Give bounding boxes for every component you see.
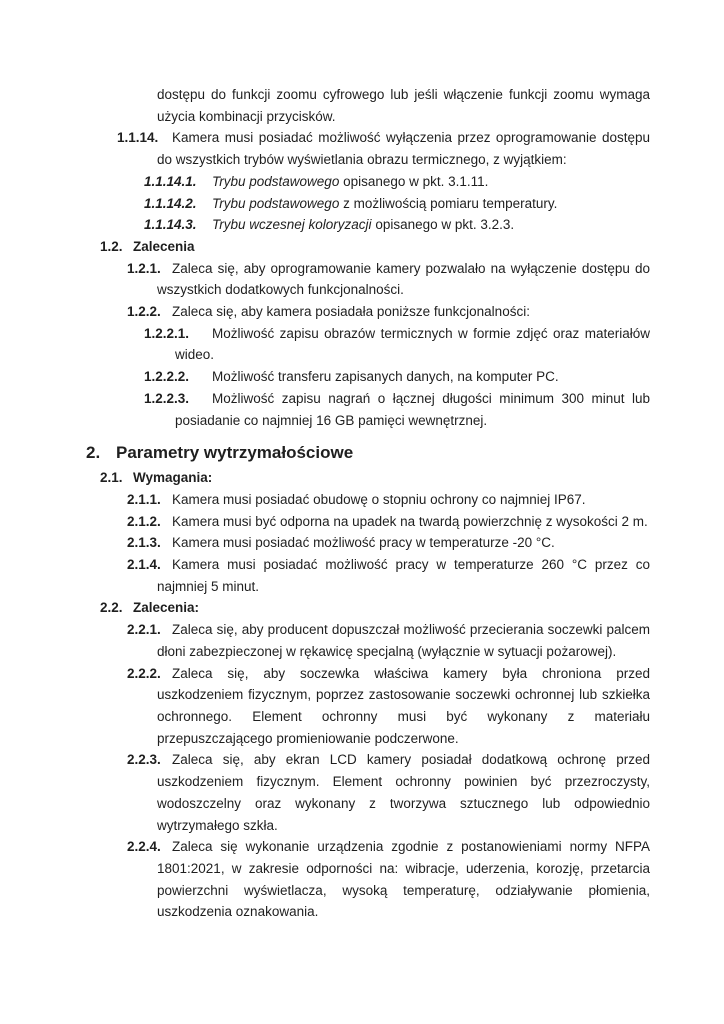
list-item-1-2-2-1 <box>144 323 650 366</box>
item-text: Zaleca się, aby ekran LCD kamery posiadał dodatkową ochronę przed uszkodzeniem fizycznym. Element ochronny powinien być przezroczysty, wodoszczelny oraz wykonany z tworzywa sztucznego lub odpowiednio wytrzymałego szkła. <box>157 752 650 833</box>
item-text: Możliwość zapisu nagrań o łącznej długości minimum 300 minut lub posiadanie co najmniej 16 GB pamięci wewnętrznej. <box>175 390 650 428</box>
item-number: 1.1.14.2. <box>144 195 197 211</box>
item-text: Kamera musi posiadać obudowę o stopniu ochrony co najmniej IP67. <box>172 491 586 507</box>
list-item-2-2-3 <box>127 749 650 836</box>
item-number: 1.2.2.1. <box>144 325 190 341</box>
item-text-italic: Trybu podstawowego <box>212 173 340 189</box>
item-text: Kamera musi posiadać możliwość pracy w temperaturze 260 °C przez co najmniej 5 minut. <box>157 557 650 594</box>
item-number: 1.1.14.1. <box>144 173 197 189</box>
item-text: Zaleca się, aby oprogramowanie kamery pozwalało na wyłączenie dostępu do wszystkich dodatkowych funkcjonalności. <box>157 260 650 298</box>
list-item-2-2-1 <box>127 619 650 662</box>
item-number: 1.2.2. <box>127 304 161 320</box>
list-item-2-1-3 <box>127 532 650 554</box>
subsection-heading-1-2 <box>100 236 650 258</box>
subsection-heading-2-1 <box>100 467 650 489</box>
list-item-2-1-4 <box>127 554 650 597</box>
list-item-1-1-14-2 <box>144 193 650 215</box>
heading-number: 2.2. <box>100 600 123 616</box>
item-number: 1.1.14. <box>117 130 159 146</box>
item-text: Możliwość zapisu obrazów termicznych w formie zdjęć oraz materiałów wideo. <box>175 325 650 363</box>
item-text: Zaleca się, aby soczewka właściwa kamery była chroniona przed uszkodzeniem fizycznym, poprzez zastosowanie soczewki ochronnej lub szkiełka ochronnego. Element ochronny musi być wykonany z materiału przepuszczającego promieniowanie podczerwone. <box>157 665 650 746</box>
item-text-italic: Trybu wczesnej koloryzacji <box>212 217 372 233</box>
list-item-1-2-1 <box>127 258 650 301</box>
list-item-2-2-4 <box>127 836 650 923</box>
heading-number: 2.1. <box>100 470 123 486</box>
heading-label: Zalecenia: <box>133 600 200 616</box>
item-number: 2.1.3. <box>127 535 161 551</box>
heading-label: Zalecenia <box>133 238 195 254</box>
item-number: 1.2.2.3. <box>144 390 190 406</box>
item-text: z możliwością pomiaru temperatury. <box>339 195 558 211</box>
list-item-1-1-14-1 <box>144 171 650 193</box>
item-number: 2.1.1. <box>127 491 161 507</box>
list-item-2-2-2 <box>127 663 650 750</box>
section-heading-2 <box>86 441 650 465</box>
item-number: 2.1.4. <box>127 557 161 573</box>
list-item-2-1-2 <box>127 511 650 533</box>
item-number: 1.2.2.2. <box>144 369 190 385</box>
item-text: Możliwość transferu zapisanych danych, na komputer PC. <box>212 369 559 385</box>
list-item-1-2-2 <box>127 301 650 323</box>
subsection-heading-2-2 <box>100 597 650 619</box>
item-number: 2.2.1. <box>127 622 161 638</box>
item-text: opisanego w pkt. 3.2.3. <box>371 217 515 233</box>
item-number: 1.1.14.3. <box>144 217 197 233</box>
item-text: Zaleca się, aby kamera posiadała poniższe funkcjonalności: <box>172 304 530 320</box>
list-item-1-2-2-2 <box>144 366 650 388</box>
list-item-2-1-1 <box>127 489 650 511</box>
item-number: 2.2.4. <box>127 839 161 855</box>
item-text: Zaleca się, aby producent dopuszczał możliwość przecierania soczewki palcem dłoni zabezpieczonej w rękawicę specjalną (wyłącznie w sytuacji pożarowej). <box>157 622 650 659</box>
item-number: 2.1.2. <box>127 513 161 529</box>
item-text-italic: Trybu podstawowego <box>212 195 340 211</box>
list-item-1-1-14 <box>117 127 650 170</box>
paragraph-continuation: dostępu do funkcji zoomu cyfrowego lub jeśli włączenie funkcji zoomu wymaga użycia kombinacji przycisków. <box>157 87 650 124</box>
item-text: opisanego w pkt. 3.1.11. <box>339 173 489 189</box>
heading-label: Wymagania: <box>133 470 213 486</box>
item-text: Kamera musi być odporna na upadek na twardą powierzchnię z wysokości 2 m. <box>172 513 648 529</box>
list-item-1-2-2-3 <box>144 388 650 431</box>
item-text: Zaleca się wykonanie urządzenia zgodnie z postanowieniami normy NFPA 1801:2021, w zakresie odporności na: wibracje, uderzenia, korozję, przetarcia powierzchni wyświetlacza, wysoką temperaturę, odziaływanie płomienia, uszkodzenia oznakowania. <box>157 839 650 920</box>
heading-number: 2. <box>86 443 101 463</box>
heading-label: Parametry wytrzymałościowe <box>116 443 354 463</box>
list-item-1-1-14-3 <box>144 214 650 236</box>
item-text: Kamera musi posiadać możliwość wyłączenia przez oprogramowanie dostępu do wszystkich trybów wyświetlania obrazu termicznego, z wyjątkiem: <box>157 130 650 168</box>
item-number: 1.2.1. <box>127 260 161 276</box>
heading-number: 1.2. <box>100 238 123 254</box>
item-number: 2.2.2. <box>127 665 161 681</box>
item-text: Kamera musi posiadać możliwość pracy w temperaturze -20 °C. <box>172 535 555 551</box>
item-number: 2.2.3. <box>127 752 161 768</box>
